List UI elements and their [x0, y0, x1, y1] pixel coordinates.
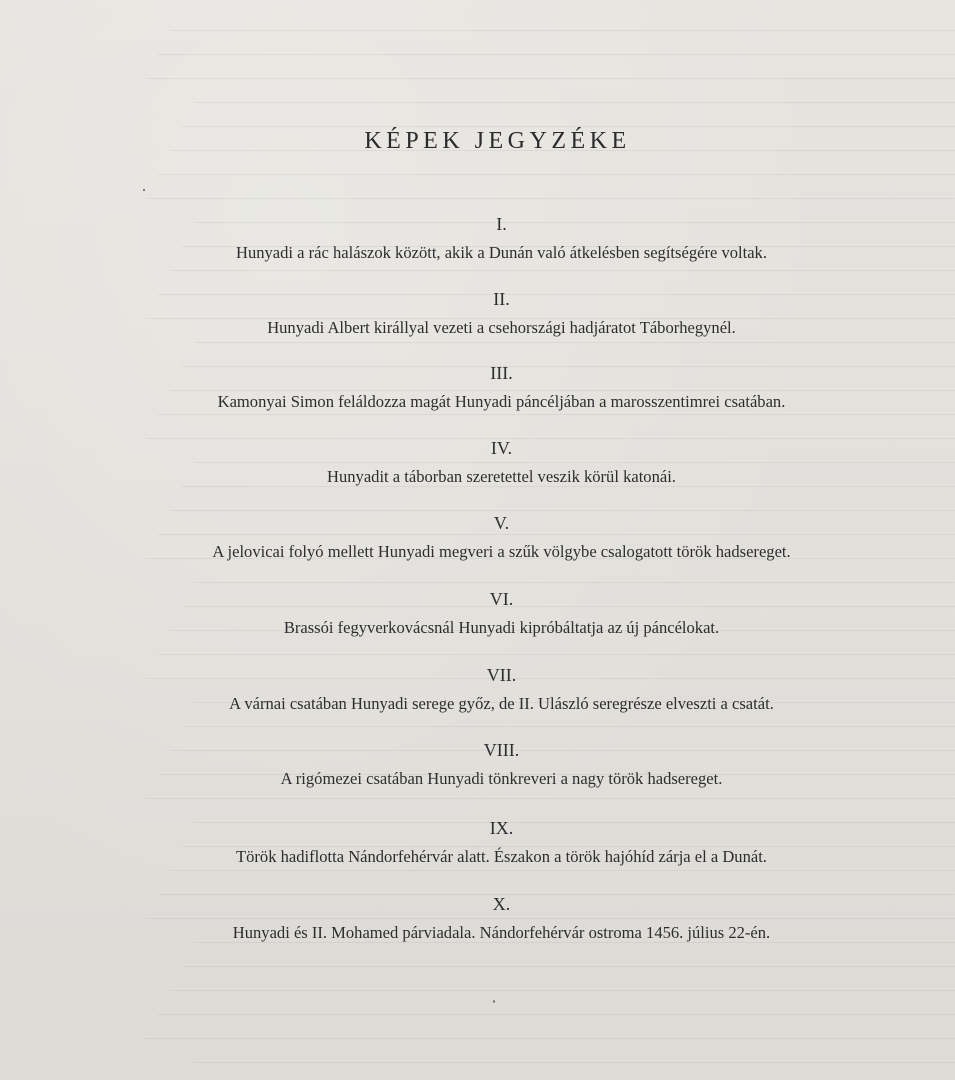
page-title: KÉPEK JEGYZÉKE [364, 128, 631, 154]
list-item [24, 818, 955, 867]
bleed-through-line [170, 30, 955, 31]
caption-text: A várnai csatában Hunyadi serege győz, de II. Ulászló seregrésze elveszti a csatát. [229, 694, 774, 713]
roman-numeral: X. [492, 894, 511, 914]
bleed-through-line [170, 990, 955, 991]
bleed-through-line [158, 174, 955, 175]
list-item [24, 589, 955, 638]
caption-text: Hunyadi Albert királlyal vezeti a csehországi hadjáratot Táborhegynél. [267, 318, 736, 337]
roman-numeral: III. [490, 363, 513, 383]
roman-numeral: II. [493, 289, 510, 309]
roman-numeral: VIII. [483, 740, 520, 760]
list-item [24, 214, 955, 263]
bleed-through-line [146, 78, 955, 79]
bleed-through-line [146, 798, 955, 799]
bleed-through-line [158, 414, 955, 415]
list-item [24, 894, 955, 943]
caption-text: Brassói fegyverkovácsnál Hunyadi kipróbáltatja az új páncélokat. [283, 618, 720, 637]
caption-text: Hunyadi a rác halászok között, akik a Dunán való átkelésben segítségére voltak. [236, 243, 767, 262]
list-item [24, 513, 955, 562]
roman-numeral: IV. [490, 438, 513, 458]
caption-text: Kamonyai Simon feláldozza magát Hunyadi páncéljában a marosszentimrei csatában. [217, 392, 786, 411]
bleed-through-line [182, 966, 955, 967]
bleed-through-line [182, 726, 955, 727]
list-item [24, 665, 955, 714]
paper-speck [143, 189, 145, 191]
caption-text: A jelovicai folyó mellett Hunyadi megveri a szűk völgybe csalogatott török hadsereget. [212, 542, 791, 561]
roman-numeral: V. [493, 513, 510, 533]
bleed-through-line [158, 654, 955, 655]
bleed-through-line [158, 1014, 955, 1015]
bleed-through-line [194, 342, 955, 343]
list-item [24, 289, 955, 338]
caption-text: Hunyadi és II. Mohamed párviadala. Nándorfehérvár ostroma 1456. július 22-én. [232, 923, 771, 942]
bleed-through-line [194, 102, 955, 103]
bleed-through-line [146, 198, 955, 199]
roman-numeral: IX. [489, 818, 514, 838]
list-item [24, 438, 955, 487]
bleed-through-line [194, 582, 955, 583]
roman-numeral: VI. [489, 589, 514, 609]
paper-speck [493, 1000, 495, 1003]
bleed-through-line [146, 1038, 955, 1039]
bleed-through-line [194, 1062, 955, 1063]
bleed-through-line [170, 510, 955, 511]
list-item [24, 740, 955, 789]
bleed-through-line [170, 270, 955, 271]
caption-text: A rigómezei csatában Hunyadi tönkreveri a nagy török hadsereget. [280, 769, 723, 788]
bleed-through-line [170, 870, 955, 871]
roman-numeral: I. [496, 214, 507, 234]
roman-numeral: VII. [486, 665, 517, 685]
caption-text: Török hadiflotta Nándorfehérvár alatt. Északon a török hajóhíd zárja el a Dunát. [236, 847, 767, 866]
list-item [24, 363, 955, 412]
caption-text: Hunyadit a táborban szeretettel veszik körül katonái. [327, 467, 676, 486]
bleed-through-line [158, 54, 955, 55]
bleed-through-line [182, 126, 955, 127]
